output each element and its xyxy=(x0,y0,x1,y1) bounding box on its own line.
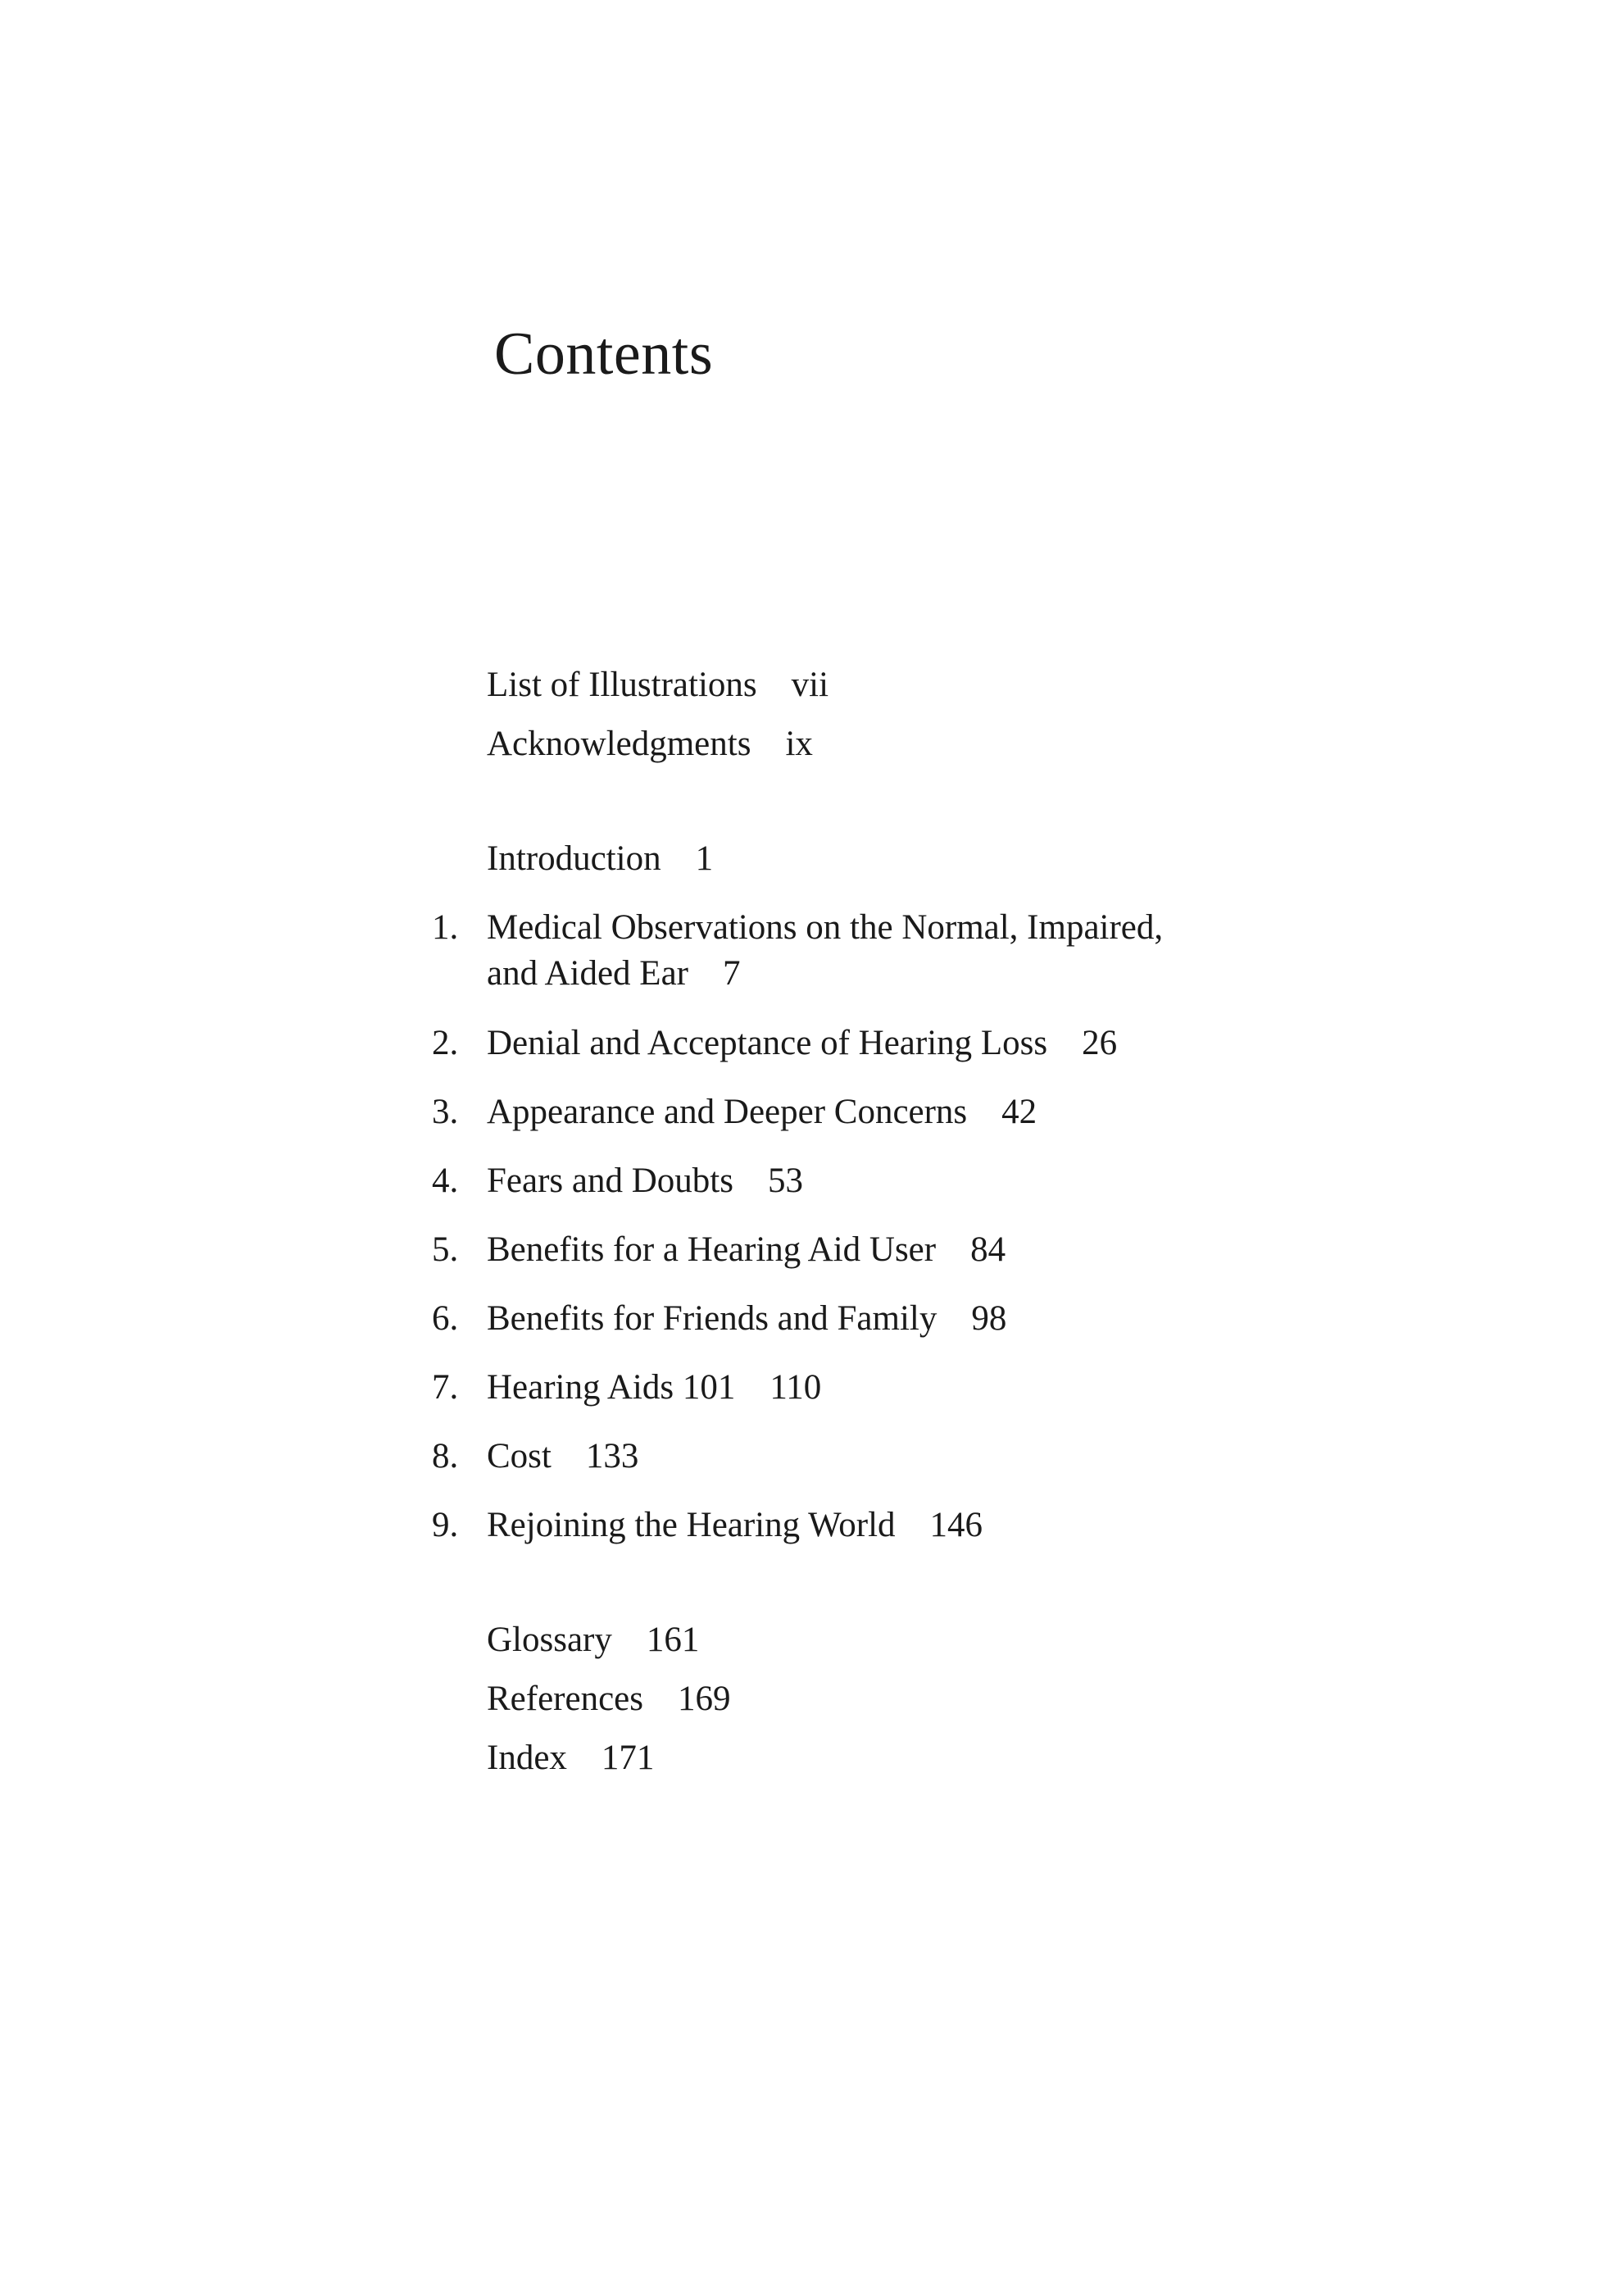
chapter-number: 9. xyxy=(432,1506,459,1544)
chapter-number: 6. xyxy=(432,1299,459,1338)
toc-entry-label: Acknowledgments xyxy=(487,725,751,763)
toc-entry-label: Cost xyxy=(487,1437,552,1475)
toc-entry-page: 110 xyxy=(769,1368,822,1407)
toc-entry-label: Denial and Acceptance of Hearing Loss xyxy=(487,1024,1048,1062)
toc-entry-page: 169 xyxy=(677,1680,731,1718)
toc-entry-page: vii xyxy=(791,666,829,704)
toc-entry-label: References xyxy=(487,1680,643,1718)
toc-entry-label: Glossary xyxy=(487,1621,612,1659)
toc-entry-page: 7 xyxy=(722,954,741,993)
toc-entry-page: 171 xyxy=(601,1739,655,1777)
toc-entry-label: Fears and Doubts xyxy=(487,1162,733,1200)
toc-entry-label: Rejoining the Hearing World xyxy=(487,1506,896,1544)
toc-entry-label: and Aided Ear xyxy=(487,954,688,993)
chapter-number: 2. xyxy=(432,1024,459,1062)
toc-entry-label: Index xyxy=(487,1739,567,1777)
toc-entry-page: 98 xyxy=(971,1299,1007,1338)
toc-entry-page: 53 xyxy=(767,1162,803,1200)
chapter-number: 4. xyxy=(432,1162,459,1200)
toc-entry-page: 84 xyxy=(970,1230,1006,1269)
toc-entry-page: 26 xyxy=(1082,1024,1118,1062)
chapter-number: 3. xyxy=(432,1093,459,1131)
toc-entry-label: Appearance and Deeper Concerns xyxy=(487,1093,968,1131)
page-title: Contents xyxy=(494,321,714,388)
toc-entry-page: 146 xyxy=(929,1506,983,1544)
toc-entry-label: Hearing Aids 101 xyxy=(487,1368,736,1407)
toc-entry-page: 42 xyxy=(1001,1093,1037,1131)
toc-entry-page: 161 xyxy=(646,1621,700,1659)
chapter-title-line1: Medical Observations on the Normal, Impaired, xyxy=(487,908,1164,947)
toc-entry-page: 1 xyxy=(695,839,714,878)
toc-entry-page: 133 xyxy=(585,1437,639,1475)
toc-entry-page: ix xyxy=(785,725,813,763)
toc-entry-label: List of Illustrations xyxy=(487,666,757,704)
chapter-number: 1. xyxy=(432,908,459,947)
chapter-number: 7. xyxy=(432,1368,459,1407)
chapter-number: 8. xyxy=(432,1437,459,1475)
chapter-number: 5. xyxy=(432,1230,459,1269)
toc-entry-label: Benefits for Friends and Family xyxy=(487,1299,937,1338)
toc-entry-label: Benefits for a Hearing Aid User xyxy=(487,1230,937,1269)
toc-entry-label: Introduction xyxy=(487,839,661,878)
